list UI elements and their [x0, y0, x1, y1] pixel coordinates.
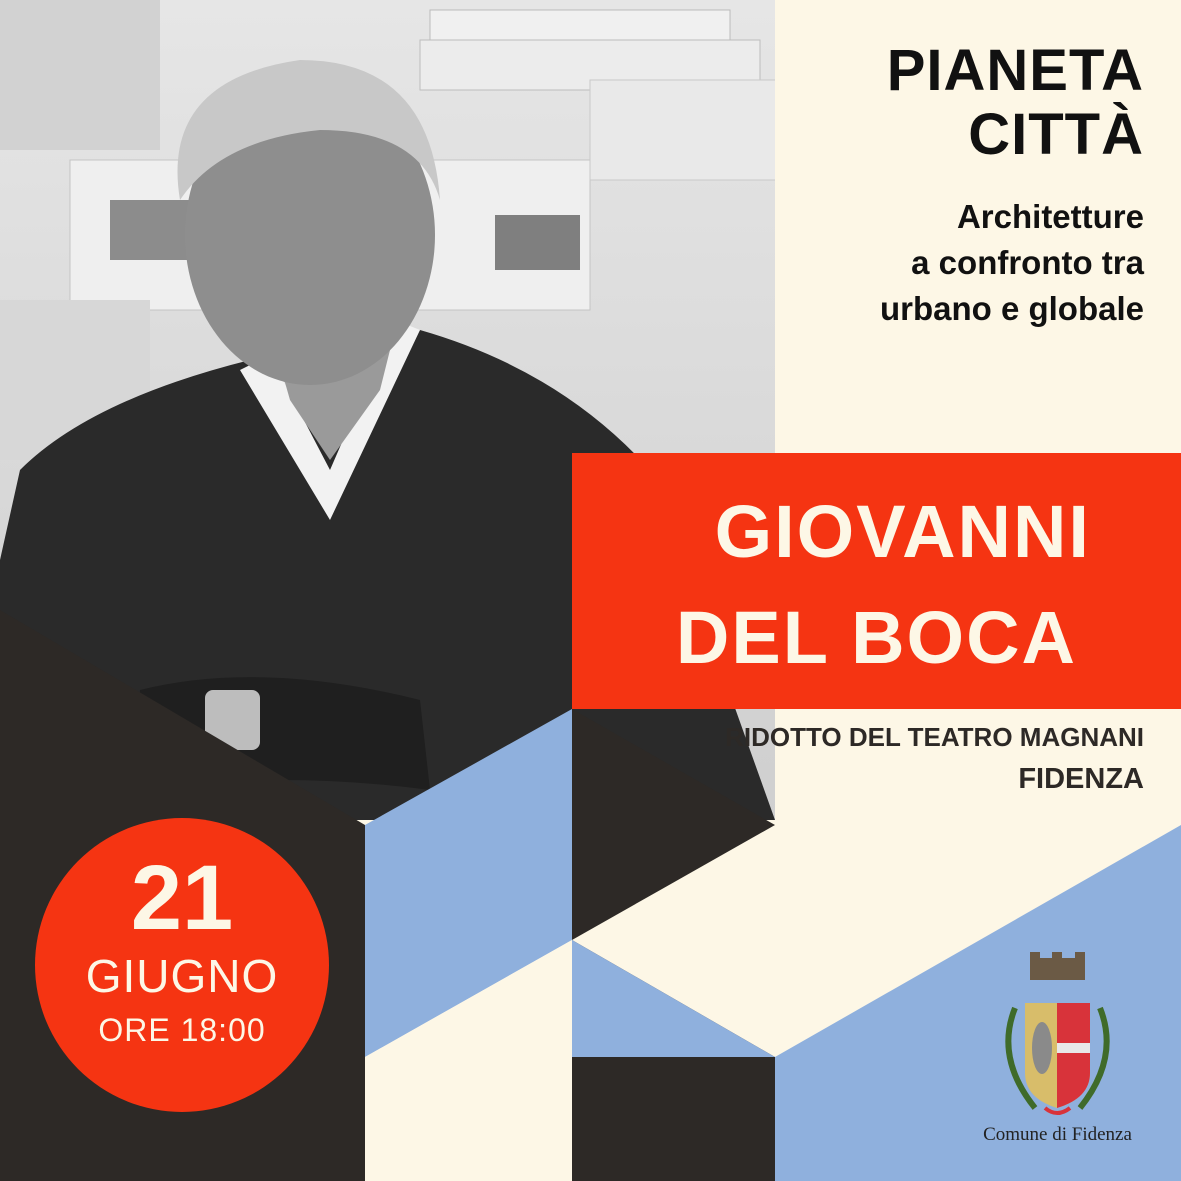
municipal-coat-of-arms-icon: [990, 948, 1125, 1126]
organizer-name: Comune di Fidenza: [983, 1124, 1132, 1145]
series-title-line1: PIANETA: [886, 38, 1144, 103]
series-title-line2: CITTÀ: [968, 102, 1144, 167]
subtitle-line2: a confronto tra: [911, 244, 1144, 281]
date-time: ORE 18:00: [98, 1012, 266, 1048]
subtitle-line3: urbano e globale: [879, 290, 1144, 327]
speaker-first-name: GIOVANNI: [714, 490, 1091, 573]
date-day: 21: [130, 847, 234, 949]
subtitle-line1: Architetture: [956, 198, 1144, 235]
venue-city: FIDENZA: [1018, 763, 1144, 795]
venue-name: RIDOTTO DEL TEATRO MAGNANI: [725, 722, 1144, 752]
speaker-last-name: DEL BOCA: [675, 596, 1077, 679]
date-month: GIUGNO: [85, 950, 279, 1002]
